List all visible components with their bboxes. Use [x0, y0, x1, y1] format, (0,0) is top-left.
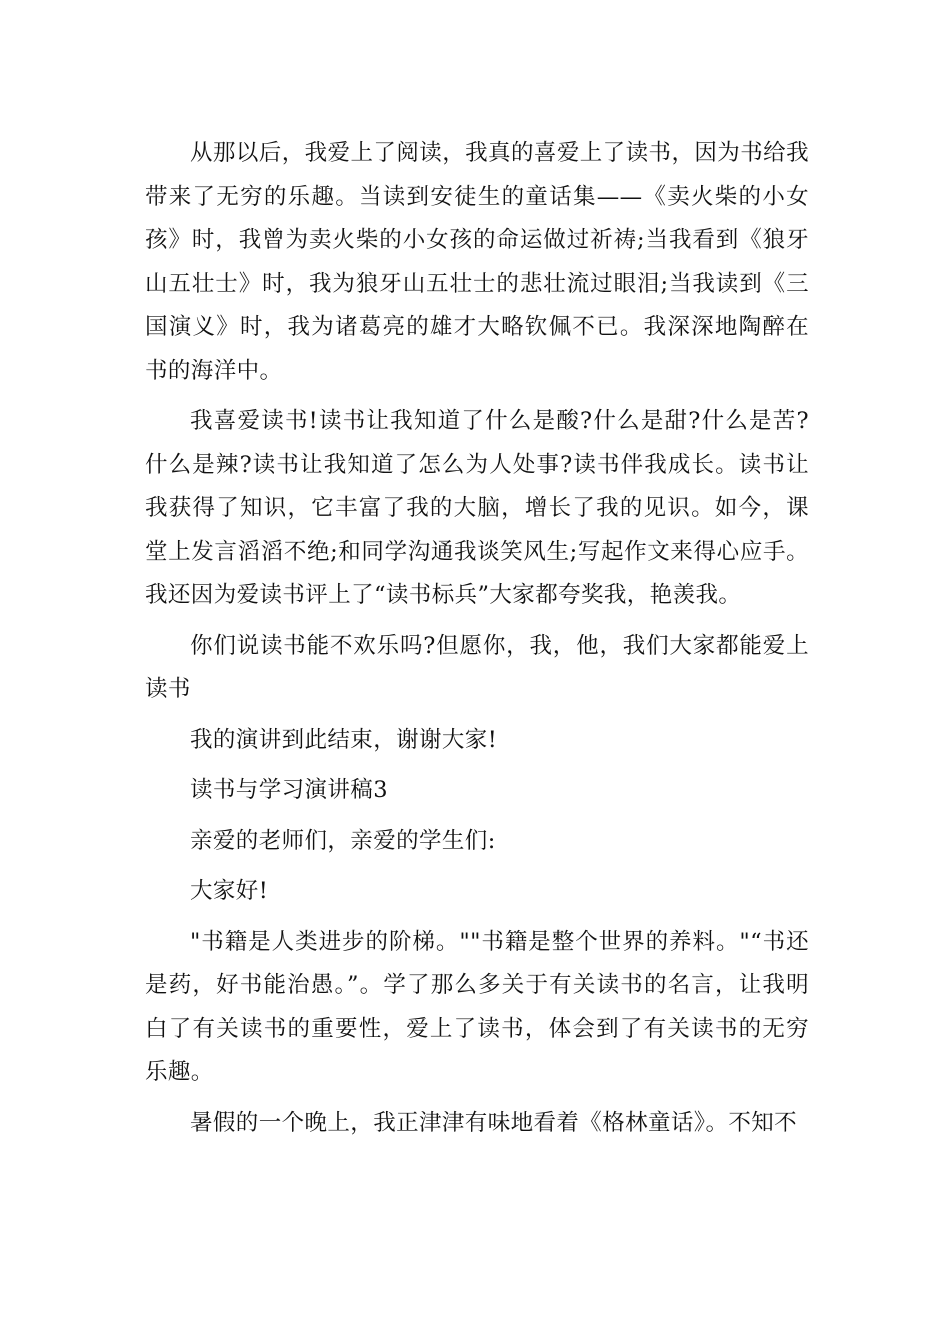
paragraph-wish: 你们说读书能不欢乐吗?但愿你，我，他，我们大家都能爱上读书	[145, 632, 809, 702]
paragraph-closing: 我的演讲到此结束，谢谢大家!	[190, 726, 498, 753]
salutation: 亲爱的老师们，亲爱的学生们:	[190, 827, 496, 854]
paragraph-summer-evening: 暑假的一个晚上，我正津津有味地看着《格林童话》。不知不	[190, 1109, 798, 1136]
speech-title: 读书与学习演讲稿3	[190, 777, 388, 803]
paragraph-reading-love: 从那以后，我爱上了阅读，我真的喜爱上了读书，因为书给我带来了无穷的乐趣。当读到安徒生的童话集——《卖火柴的小女孩》时，我曾为卖火柴的小女孩的命运做过祈祷;当我看到《狼牙山五壮士》时，我为狼牙山五壮士的悲壮流过眼泪;当我读到《三国演义》时，我为诸葛亮的雄才大略钦佩不已。我深深地陶醉在书的海洋中。	[145, 140, 809, 384]
document-body	[145, 132, 809, 1152]
paragraph-reading-benefits: 我喜爱读书!读书让我知道了什么是酸?什么是甜?什么是苦?什么是辣?读书让我知道了怎么为人处事?读书伴我成长。读书让我获得了知识，它丰富了我的大脑，增长了我的见识。如今，课堂上发言滔滔不绝;和同学沟通我谈笑风生;写起作文来得心应手。我还因为爱读书评上了“读书标兵”大家都夸奖我，艳羡我。	[145, 408, 809, 608]
greeting: 大家好!	[190, 878, 269, 904]
paragraph-quotes: "书籍是人类进步的阶梯。""书籍是整个世界的养料。"“书还是药，好书能治愚。”。学了那么多关于有关读书的名言，让我明白了有关读书的重要性，爱上了读书，体会到了有关读书的无穷乐趣。	[145, 928, 809, 1085]
